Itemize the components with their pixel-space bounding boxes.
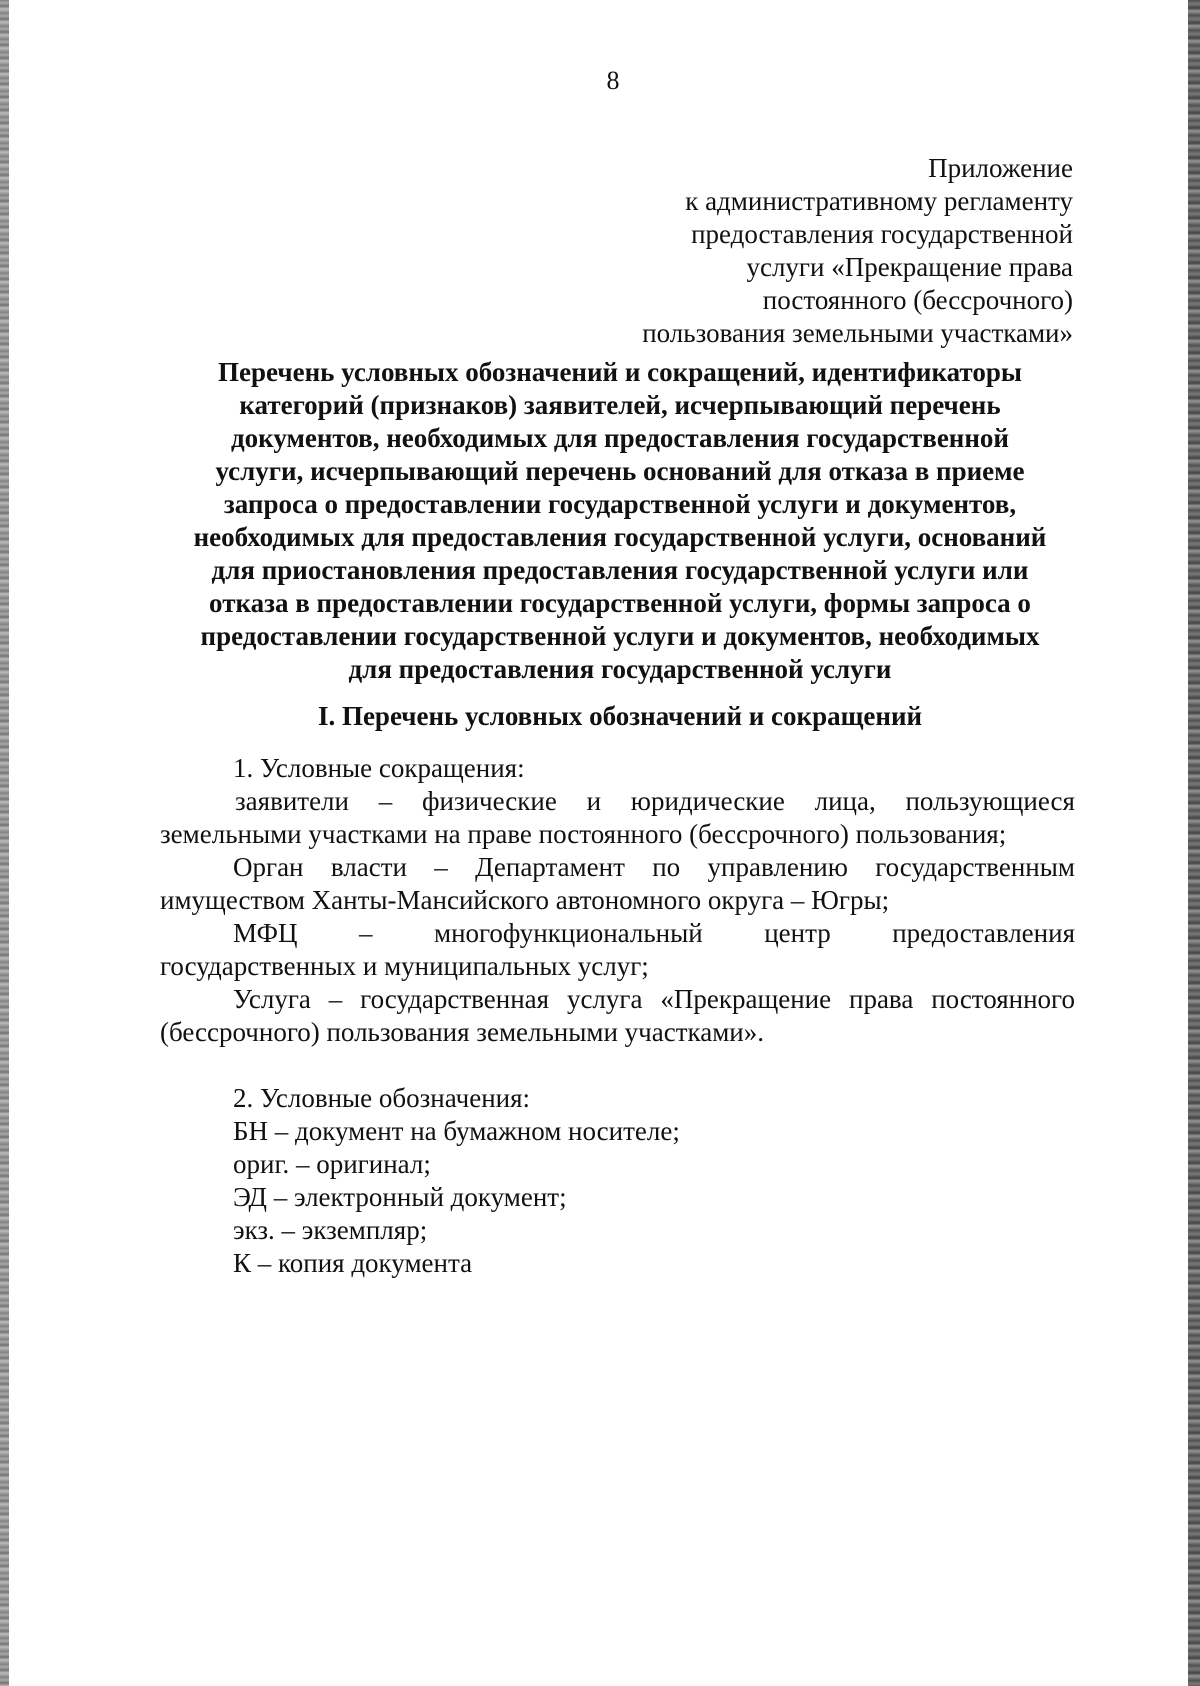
title-line: отказа в предоставлении государственной услуги, формы запроса о [209,588,1031,618]
word: управлению [707,852,848,882]
word: Департамент [475,852,625,882]
service-definition [233,983,1075,1016]
word: власти [330,852,407,882]
title-line: предоставлении государственной услуги и документов, необходимых [200,621,1040,651]
applicants-definition [235,785,1075,818]
title-line: категорий (признаков) заявителей, исчерпывающий перечень [239,390,1001,420]
document-title [160,356,1080,686]
word: права [849,984,914,1014]
word: лица, [814,786,876,816]
appendix-line: постоянного (бессрочного) [762,285,1073,315]
appendix-line: предоставления государственной [691,219,1073,249]
title-line: необходимых для предоставления государственной услуги, оснований [193,522,1047,552]
title-line: услуги, исчерпывающий перечень оснований для отказа в приеме [215,456,1025,486]
page-number: 8 [606,66,620,95]
title-line: запроса о предоставлении государственной услуги и документов, [223,489,1017,519]
applicants-definition-continuation: земельными участками на праве постоянного (бессрочного) пользования; [160,819,1007,849]
word: и [586,786,602,816]
appendix-line: пользования земельными участками» [642,318,1073,348]
word: МФЦ [233,918,298,948]
appendix-block [642,152,1073,350]
section-heading: I. Перечень условных обозначений и сокращений [317,701,923,731]
word: по [652,852,681,882]
word: пользующиеся [905,786,1075,816]
word: заявители [235,786,349,816]
service-definition-continuation: (бессрочного) пользования земельными участками». [160,1017,765,1047]
word: предоставления [892,918,1075,948]
word: центр [764,918,831,948]
word: постоянного [931,984,1075,1014]
appendix-line: Приложение [928,153,1073,183]
abbreviations-heading: 1. Условные сокращения: [233,753,525,783]
designation-item: ЭД – электронный документ; [233,1182,567,1212]
title-line: для приостановления предоставления государственной услуги или [211,555,1029,585]
mfc-definition [233,917,1075,950]
designation-item: ориг. – оригинал; [233,1149,431,1179]
word: физические [421,786,557,816]
designation-item: экз. – экземпляр; [233,1215,428,1245]
scan-edge-left [0,0,9,1686]
word: многофункциональный [433,918,703,948]
appendix-line: услуги «Прекращение права [746,252,1073,282]
mfc-definition-continuation: государственных и муниципальных услуг; [160,951,649,981]
appendix-line: к административному регламенту [685,186,1073,216]
authority-definition [233,851,1075,884]
word: государственная [360,984,550,1014]
word: услуга [566,984,643,1014]
word: «Прекращение [660,984,832,1014]
scan-edge-right [1188,0,1200,1686]
word: – [358,918,373,948]
designation-item: К – копия документа [233,1248,473,1278]
word: государственным [875,852,1075,882]
word: Услуга [233,984,311,1014]
title-line: для предоставления государственной услуги [348,654,892,684]
word: юридические [630,786,785,816]
title-line: документов, необходимых для предоставления государственной [231,423,1009,453]
word: – [378,786,393,816]
title-line: Перечень условных обозначений и сокращений, идентификаторы [218,357,1022,387]
word: Орган [233,852,304,882]
designation-item: БН – документ на бумажном носителе; [233,1116,680,1146]
authority-definition-continuation: имуществом Ханты-Мансийского автономного округа – Югры; [160,885,890,915]
designations-heading: 2. Условные обозначения: [233,1083,531,1113]
word: – [328,984,343,1014]
word: – [434,852,448,882]
